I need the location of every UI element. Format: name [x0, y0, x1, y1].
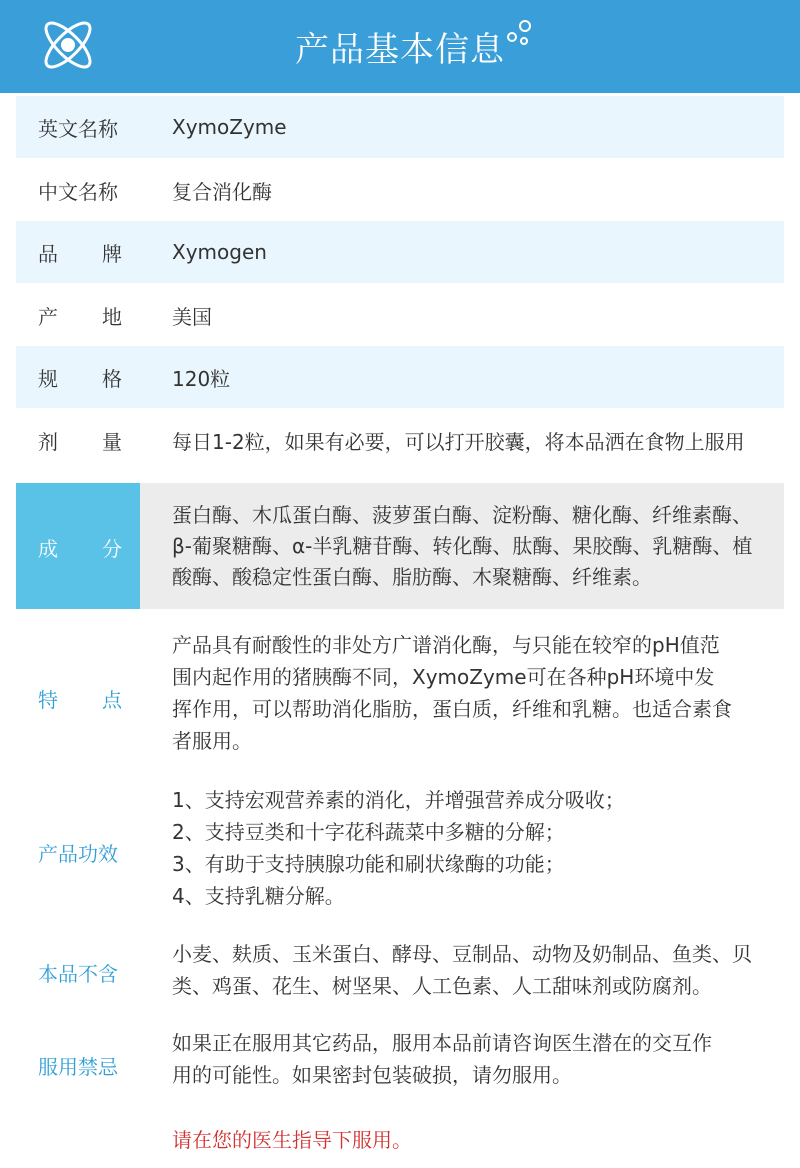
features-line: 者服用。 — [172, 729, 252, 753]
features-line: 产品具有耐酸性的非处方广谱消化酶，与只能在较窄的pH值范 — [172, 633, 720, 657]
free-from-line: 类、鸡蛋、花生、树坚果、人工色素、人工甜味剂或防腐剂。 — [172, 974, 712, 998]
free-from-label: 本品不含 — [38, 962, 118, 986]
efficacy-line: 4、支持乳糖分解。 — [172, 884, 345, 908]
ingredients-line: β-葡聚糖酶、α-半乳糖苷酶、转化酶、肽酶、果胶酶、乳糖酶、植 — [172, 534, 753, 558]
ingredients-label-char: 分 — [102, 537, 122, 561]
info-label-char: 格 — [102, 366, 122, 391]
contraindications-label: 服用禁忌 — [38, 1055, 118, 1079]
bubbles-icon — [504, 18, 534, 48]
info-row-dosage — [16, 409, 784, 471]
features-text — [172, 629, 752, 757]
efficacy-line: 1、支持宏观营养素的消化，并增强营养成分吸收； — [172, 788, 625, 812]
contraindications-text — [172, 1027, 752, 1091]
info-value: Xymogen — [172, 240, 267, 264]
ingredients-label — [38, 533, 122, 562]
info-label — [38, 301, 122, 330]
page-title: 产品基本信息 — [295, 30, 505, 70]
free-from-line: 小麦、麸质、玉米蛋白、酵母、豆制品、动物及奶制品、鱼类、贝 — [172, 942, 752, 966]
info-value: 美国 — [172, 304, 212, 329]
features-label-char: 特 — [38, 688, 58, 712]
info-label — [38, 426, 122, 455]
contraindications-line: 用的可能性。如果密封包装破损，请勿服用。 — [172, 1063, 572, 1087]
contraindications-line: 如果正在服用其它药品，服用本品前请咨询医生潜在的交互作 — [172, 1031, 712, 1055]
efficacy-text — [172, 784, 752, 912]
info-value: 120粒 — [172, 366, 231, 391]
header-banner — [0, 0, 800, 93]
info-value: XymoZyme — [172, 115, 287, 139]
ingredients-line: 酸酶、酸稳定性蛋白酶、脂肪酶、木聚糖酶、纤维素。 — [172, 565, 652, 589]
features-line: 挥作用，可以帮助消化脂肪，蛋白质，纤维和乳糖。也适合素食 — [172, 697, 732, 721]
info-label-char: 产 — [38, 304, 58, 329]
info-label-char: 规 — [38, 366, 58, 391]
efficacy-line: 2、支持豆类和十字花科蔬菜中多糖的分解； — [172, 820, 565, 844]
atom-icon — [36, 12, 100, 78]
info-label — [38, 238, 122, 267]
free-from-text — [172, 938, 752, 1002]
info-label-char: 量 — [102, 429, 122, 454]
info-label: 英文名称 — [38, 116, 118, 141]
ingredients-label-char: 成 — [38, 537, 58, 561]
info-label-char: 剂 — [38, 429, 58, 454]
info-value: 复合消化酶 — [172, 179, 272, 204]
efficacy-label: 产品功效 — [38, 842, 118, 866]
info-row-origin — [16, 284, 784, 346]
info-label: 中文名称 — [38, 179, 118, 204]
features-label — [38, 684, 122, 713]
info-label-char: 品 — [38, 241, 58, 266]
info-label — [38, 363, 122, 392]
info-row-brand — [16, 221, 784, 283]
ingredients-label-box — [16, 483, 140, 609]
info-row-chinese-name — [16, 159, 784, 221]
features-line: 围内起作用的猪胰酶不同，XymoZyme可在各种pH环境中发 — [172, 665, 715, 689]
doctor-guidance-warning: 请在您的医生指导下服用。 — [172, 1128, 412, 1152]
info-row-spec — [16, 346, 784, 408]
features-label-char: 点 — [102, 688, 122, 712]
ingredients-line: 蛋白酶、木瓜蛋白酶、菠萝蛋白酶、淀粉酶、糖化酶、纤维素酶、 — [172, 503, 752, 527]
info-value: 每日1-2粒，如果有必要，可以打开胶囊，将本品洒在食物上服用 — [172, 429, 745, 454]
info-label-char: 地 — [102, 304, 122, 329]
ingredients-text — [140, 483, 784, 609]
efficacy-line: 3、有助于支持胰腺功能和刷状缘酶的功能； — [172, 852, 565, 876]
info-row-english-name — [16, 96, 784, 158]
info-label-char: 牌 — [102, 241, 122, 266]
